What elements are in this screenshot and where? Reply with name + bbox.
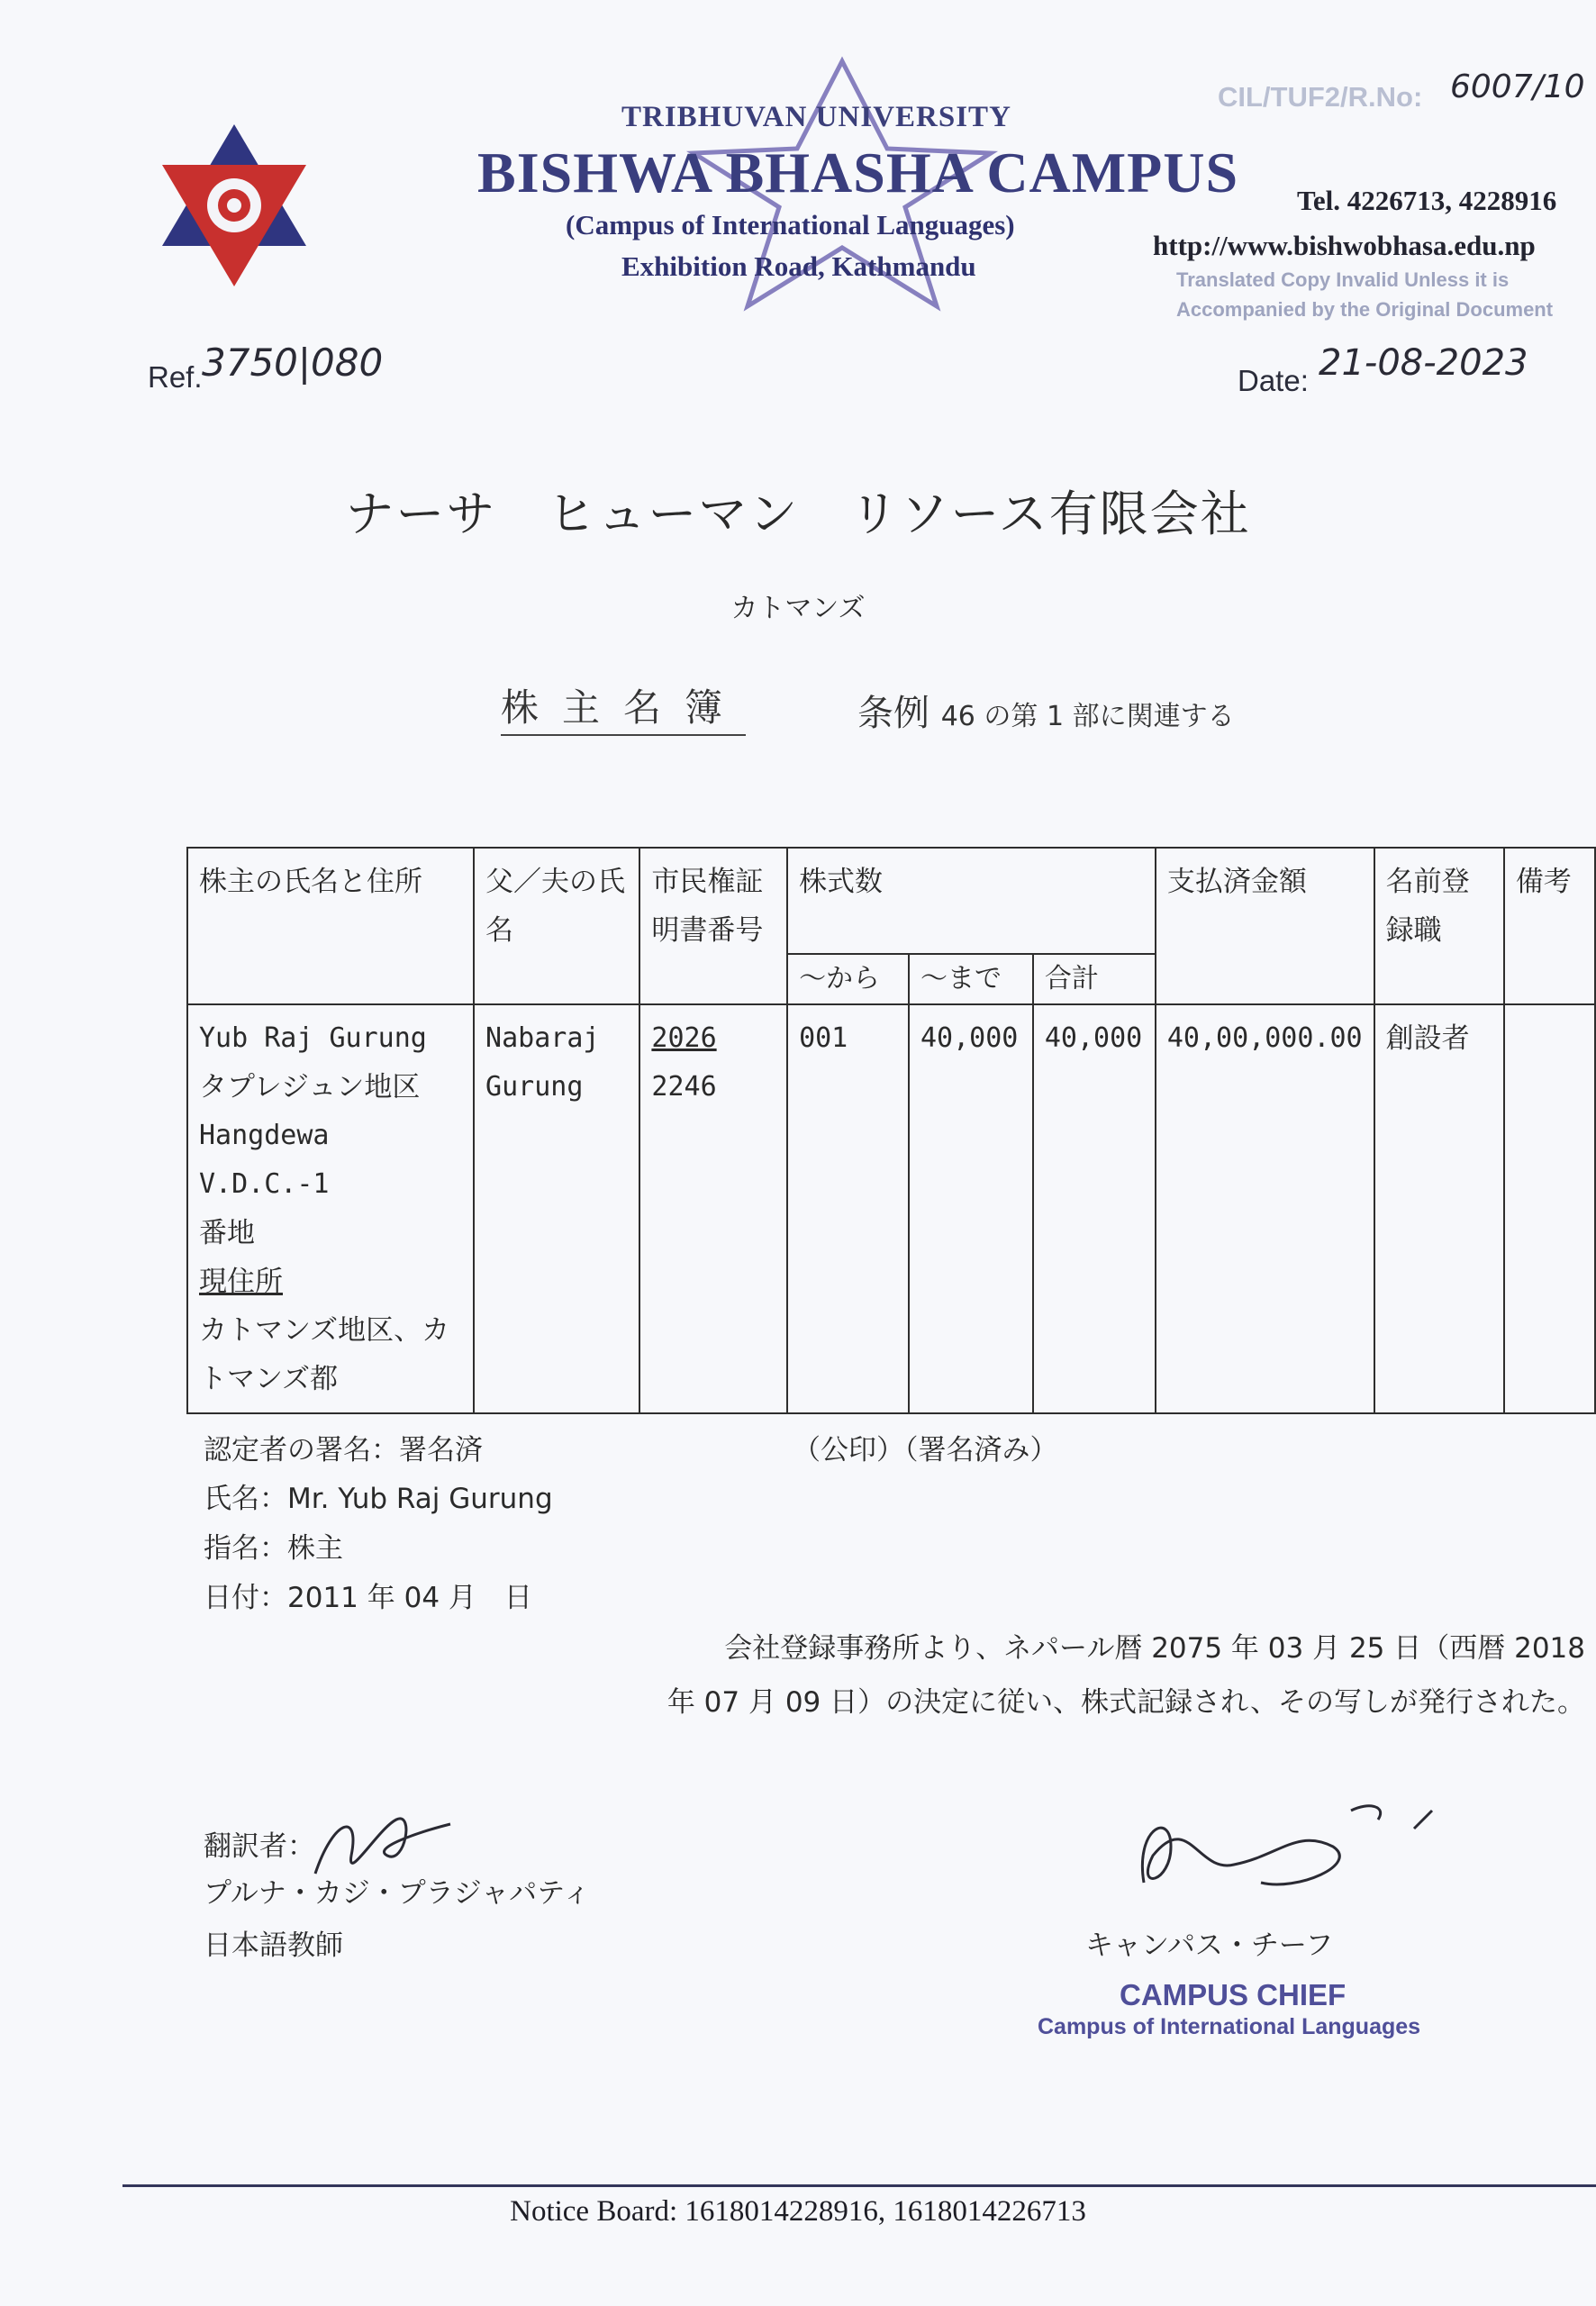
header-shares-to: ～まで xyxy=(909,954,1033,1004)
shareholder-table xyxy=(186,847,1596,1414)
telephone: Tel. 4226713, 4228916 xyxy=(1297,185,1557,216)
company-name: ナーサ ヒューマン リソース有限会社 xyxy=(345,486,1251,542)
shareholder-name: Yub Raj Gurung xyxy=(199,1022,427,1054)
header-shares: 株式数 xyxy=(787,848,1156,954)
campus-address: Exhibition Road, Kathmandu xyxy=(621,250,976,282)
rule-main: 条例 xyxy=(857,693,929,734)
official-seal-note: （公印）（署名済み） xyxy=(793,1434,1058,1466)
cell-amount-paid: 40,00,000.00 xyxy=(1156,1004,1374,1413)
university-name: TRIBHUVAN UNIVERSITY xyxy=(621,101,1011,133)
current-address-1: カトマンズ地区、カ xyxy=(199,1314,450,1347)
header-name-address: 株主の氏名と住所 xyxy=(187,848,474,1004)
footer-divider xyxy=(122,2184,1596,2187)
date-label: Date: xyxy=(1238,364,1309,397)
parent-name-2: Gurung xyxy=(485,1071,584,1103)
campus-name: BISHWA BHASHA CAMPUS xyxy=(477,141,1239,204)
translation-note-line1: Translated Copy Invalid Unless it is xyxy=(1176,268,1510,291)
cell-shares-from: 001 xyxy=(787,1004,909,1413)
date-value: 21-08-2023 xyxy=(1319,342,1528,384)
cell-citizenship xyxy=(639,1004,787,1413)
registration-decision xyxy=(540,1621,1585,1730)
certification-date: 日付：2011 年 04 月 日 xyxy=(204,1582,532,1614)
translator-name: プルナ・カジ・プラジャパティ xyxy=(204,1877,591,1910)
header-shares-total: 合計 xyxy=(1033,954,1156,1004)
address-district: タプレジュン地区 xyxy=(199,1071,421,1103)
campus-chief-stamp-sub: Campus of International Languages xyxy=(1038,2014,1421,2039)
address-vdc: Hangdewa V.D.C.-1 xyxy=(199,1120,330,1200)
city-name: カトマンズ xyxy=(730,593,866,624)
faculty-logo xyxy=(113,115,356,322)
header-citizenship: 市民権証明書番号 xyxy=(639,848,787,1004)
cell-shares-to: 40,000 xyxy=(909,1004,1033,1413)
table-row xyxy=(187,1004,1595,1413)
parent-name-1: Nabaraj xyxy=(485,1022,600,1054)
campus-chief-stamp: CAMPUS CHIEF xyxy=(1120,1978,1347,2011)
header-remarks: 備考 xyxy=(1504,848,1595,1004)
decision-line2: 年 07 月 09 日）の決定に従い、株式記録され、その写しが発行された。 xyxy=(667,1686,1585,1719)
certifier-name: 氏名：Mr. Yub Raj Gurung xyxy=(204,1483,553,1515)
campus-chief-japanese: キャンパス・チーフ xyxy=(1085,1929,1334,1962)
translator-label: 翻訳者： xyxy=(204,1830,315,1863)
current-address-label: 現住所 xyxy=(199,1266,283,1298)
cell-parent-spouse xyxy=(474,1004,639,1413)
cil-reference-label: CIL/TUF2/R.No: xyxy=(1218,81,1423,113)
address-ward: 番地 xyxy=(199,1217,255,1249)
ref-number: 3750|080 xyxy=(202,340,384,385)
chief-signature xyxy=(1117,1793,1459,1922)
citizenship-number-1: 2026 xyxy=(651,1022,717,1054)
notice-board: Notice Board: 1618014228916, 1618014226713 xyxy=(510,2195,1086,2228)
cell-name-address xyxy=(187,1004,474,1413)
decision-line1: 会社登録事務所より、ネパール暦 2075 年 03 月 25 日（西暦 2018 xyxy=(724,1632,1585,1665)
rule-reference xyxy=(857,685,1235,736)
table-header-row xyxy=(187,848,1595,954)
cell-remarks xyxy=(1504,1004,1595,1413)
certifier-signature: 認定者の署名：署名済 xyxy=(204,1434,483,1466)
current-address-2: トマンズ都 xyxy=(199,1363,339,1395)
certifier-designation: 指名：株主 xyxy=(204,1532,343,1565)
ref-label: Ref. xyxy=(148,360,203,394)
header-shares-from: ～から xyxy=(787,954,909,1004)
campus-subtitle: (Campus of International Languages) xyxy=(566,209,1015,241)
cil-reference-number: 6007/10 xyxy=(1450,68,1585,105)
translator-role: 日本語教師 xyxy=(204,1929,343,1962)
website-url: http://www.bishwobhasa.edu.np xyxy=(1153,230,1536,261)
citizenship-number-2: 2246 xyxy=(651,1071,717,1103)
header-registered-title: 名前登録職 xyxy=(1374,848,1504,1004)
header-amount-paid: 支払済金額 xyxy=(1156,848,1374,1004)
translation-note-line2: Accompanied by the Original Document xyxy=(1176,298,1554,321)
register-title: 株主名簿 xyxy=(501,678,746,736)
header-parent-spouse: 父／夫の氏名 xyxy=(474,848,639,1004)
cell-registered-title: 創設者 xyxy=(1374,1004,1504,1413)
rule-detail: 46 の第 1 部に関連する xyxy=(940,701,1235,732)
cell-shares-total: 40,000 xyxy=(1033,1004,1156,1413)
translation-note xyxy=(1176,265,1553,324)
